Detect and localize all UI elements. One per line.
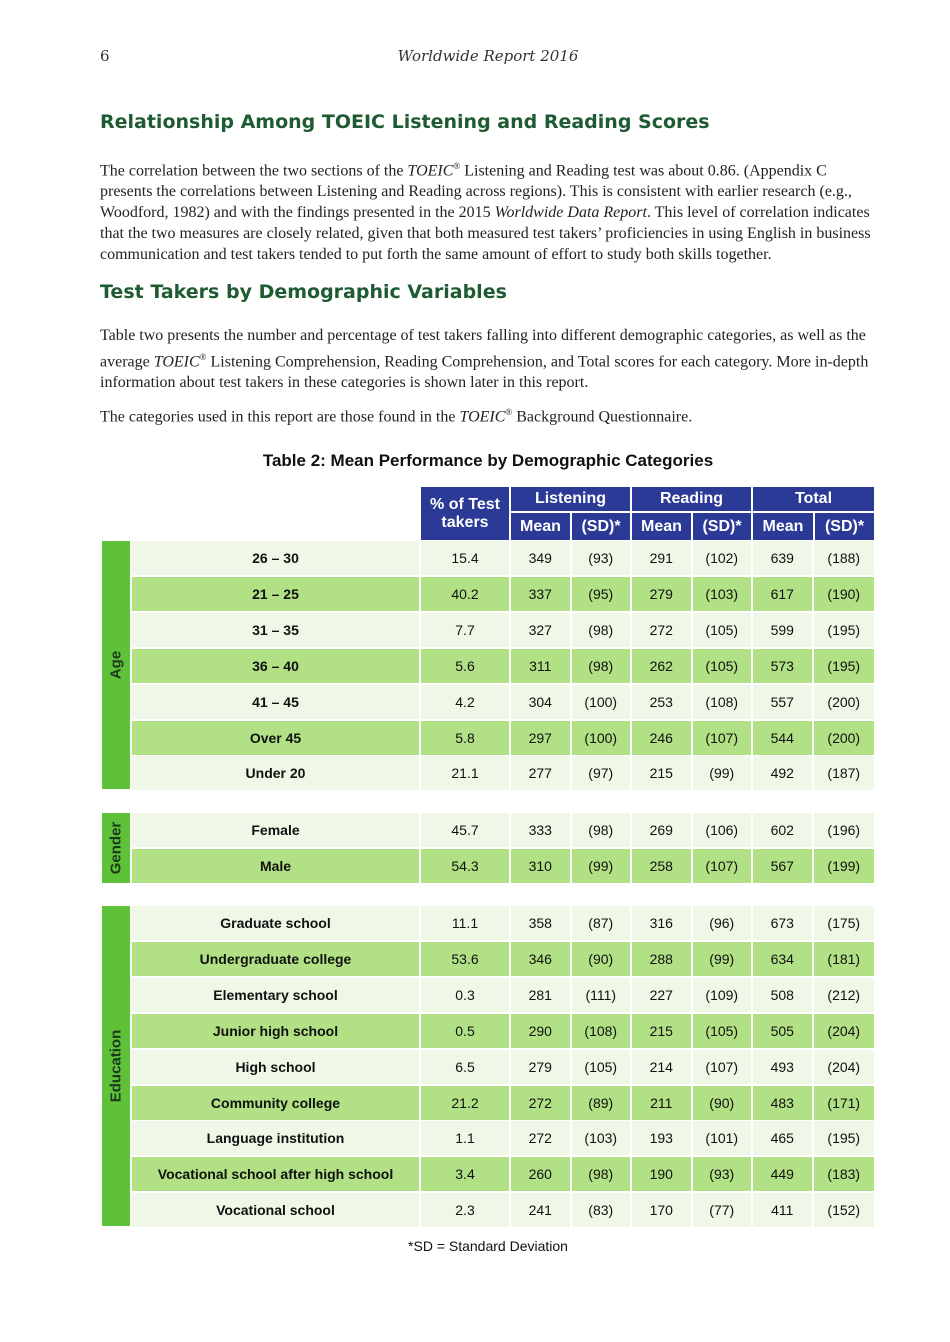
cell-listening-mean: 290	[511, 1014, 572, 1048]
header-total-sd: (SD)*	[815, 513, 874, 540]
cell-total-mean: 508	[753, 978, 814, 1012]
cell-total-mean: 573	[753, 649, 814, 683]
cell-total-sd: (188)	[827, 550, 861, 566]
table-row	[132, 541, 874, 575]
cell-reading-mean: 211	[632, 1086, 693, 1120]
cell-row-label: Graduate school	[132, 906, 421, 940]
cell-pct-takers: 21.2	[421, 1086, 511, 1120]
cell-pct-takers: 2.3	[421, 1193, 511, 1227]
table-row	[132, 577, 874, 611]
cell-listening-mean: 272	[511, 1121, 572, 1155]
cell-reading-sd: (108)	[693, 685, 754, 719]
cell-total-sd: (204)	[827, 1058, 861, 1075]
cell-reading-sd: (90)	[693, 1086, 754, 1120]
cell-total-sd: (152)	[827, 1202, 861, 1219]
cell-total-mean: 673	[753, 906, 814, 940]
cell-total-mean: 483	[753, 1086, 814, 1120]
cell-listening-sd: (90)	[572, 942, 633, 976]
cell-listening-mean: 272	[511, 1086, 572, 1120]
cell-row-label: Community college	[132, 1086, 421, 1120]
table-row	[132, 1086, 874, 1120]
table-row	[132, 942, 874, 976]
table-footnote: *SD = Standard Deviation	[408, 1238, 568, 1254]
cell-listening-mean: 349	[511, 541, 572, 575]
cell-row-label: 41 – 45	[132, 685, 421, 719]
cell-pct-takers: 45.7	[421, 813, 511, 847]
cell-reading-mean: 170	[632, 1193, 693, 1227]
cell-reading-sd: (105)	[693, 1014, 754, 1048]
cell-pct-takers: 6.5	[421, 1050, 511, 1084]
cell-total-mean: 492	[753, 756, 814, 790]
cell-reading-sd: (107)	[693, 849, 754, 883]
cell-reading-mean: 214	[632, 1050, 693, 1084]
cell-row-label: Language institution	[132, 1121, 421, 1155]
table-row	[132, 849, 874, 883]
table-row	[132, 1050, 874, 1084]
demographics-paragraph: Table two presents the number and percentage of test takers falling into different demographic categories, as well as the average TOEIC® Listening Comprehension, Reading Comprehension, and Total scores for each category. More in-depth information about test takers in these categories is shown later in this report.	[100, 327, 869, 391]
cell-reading-sd: (96)	[693, 906, 754, 940]
cell-total-sd: (200)	[827, 693, 861, 710]
cell-total-sd: (195)	[827, 621, 861, 638]
cell-reading-mean: 246	[632, 721, 693, 755]
header-total: Total	[753, 487, 874, 511]
cell-listening-sd: (98)	[572, 1157, 633, 1191]
cell-total-mean: 567	[753, 849, 814, 883]
header-pct-takers: % of Test takers	[421, 487, 509, 540]
cell-listening-sd: (105)	[572, 1050, 633, 1084]
table-row	[132, 649, 874, 683]
cell-reading-mean: 193	[632, 1121, 693, 1155]
table-row	[132, 1193, 874, 1227]
cell-reading-mean: 288	[632, 942, 693, 976]
cell-row-label: Female	[132, 813, 421, 847]
cell-row-label: 31 – 35	[132, 613, 421, 647]
cell-row-label: 21 – 25	[132, 577, 421, 611]
cell-listening-mean: 327	[511, 613, 572, 647]
cell-listening-mean: 310	[511, 849, 572, 883]
cell-listening-sd: (98)	[572, 813, 633, 847]
section-heading-correlation: Relationship Among TOEIC Listening and Reading Scores	[100, 111, 710, 133]
cell-total-mean: 411	[753, 1193, 814, 1227]
cell-listening-mean: 346	[511, 942, 572, 976]
section-heading-demographics: Test Takers by Demographic Variables	[100, 281, 507, 303]
cell-reading-sd: (106)	[693, 813, 754, 847]
table-row	[132, 685, 874, 719]
cell-reading-mean: 215	[632, 1014, 693, 1048]
cell-reading-sd: (102)	[693, 541, 754, 575]
cell-reading-sd: (99)	[693, 756, 754, 790]
cell-row-label: Vocational school after high school	[132, 1157, 421, 1191]
cell-pct-takers: 5.6	[421, 649, 511, 683]
cell-total-sd: (195)	[827, 1130, 861, 1147]
cell-listening-sd: (83)	[572, 1193, 633, 1227]
cell-total-mean: 557	[753, 685, 814, 719]
cell-row-label: Over 45	[132, 721, 421, 755]
cell-row-label: Junior high school	[132, 1014, 421, 1048]
cell-pct-takers: 53.6	[421, 942, 511, 976]
cell-listening-sd: (100)	[572, 685, 633, 719]
cell-pct-takers: 54.3	[421, 849, 511, 883]
cell-listening-mean: 281	[511, 978, 572, 1012]
cell-total-sd: (171)	[827, 1094, 861, 1111]
cell-reading-mean: 227	[632, 978, 693, 1012]
header-listening: Listening	[511, 487, 630, 511]
table-caption: Table 2: Mean Performance by Demographic Categories	[262, 451, 714, 470]
cell-total-sd: (175)	[827, 915, 861, 931]
cell-pct-takers: 0.5	[421, 1014, 511, 1048]
cell-row-label: 26 – 30	[132, 541, 421, 575]
table-row	[132, 613, 874, 647]
cell-pct-takers: 15.4	[421, 541, 511, 575]
cell-total-mean: 505	[753, 1014, 814, 1048]
table-row	[132, 1121, 874, 1155]
header-listening-mean: Mean	[511, 513, 570, 540]
cell-listening-sd: (98)	[572, 613, 633, 647]
cell-total-sd: (200)	[827, 729, 861, 746]
cell-listening-sd: (99)	[572, 849, 633, 883]
cell-listening-sd: (89)	[572, 1086, 633, 1120]
cell-reading-mean: 291	[632, 541, 693, 575]
cell-reading-mean: 316	[632, 906, 693, 940]
cell-pct-takers: 0.3	[421, 978, 511, 1012]
cell-total-sd: (183)	[827, 1166, 861, 1183]
cell-listening-mean: 358	[511, 906, 572, 940]
cell-listening-sd: (97)	[572, 756, 633, 790]
header-listening-sd: (SD)*	[572, 513, 630, 540]
cell-total-sd: (187)	[827, 765, 861, 782]
cell-reading-sd: (107)	[693, 1050, 754, 1084]
table-row	[132, 1014, 874, 1048]
cell-listening-sd: (93)	[572, 541, 633, 575]
cell-row-label: High school	[132, 1050, 421, 1084]
cell-reading-sd: (101)	[693, 1121, 754, 1155]
cell-pct-takers: 5.8	[421, 721, 511, 755]
cell-listening-sd: (87)	[572, 906, 633, 940]
table-row	[132, 1157, 874, 1191]
cell-listening-mean: 311	[511, 649, 572, 683]
cell-total-mean: 544	[753, 721, 814, 755]
header-reading: Reading	[632, 487, 751, 511]
cell-row-label: Vocational school	[132, 1193, 421, 1227]
cell-total-mean: 639	[753, 541, 814, 575]
cell-reading-sd: (99)	[693, 942, 754, 976]
cell-pct-takers: 11.1	[421, 906, 511, 940]
cell-total-mean: 634	[753, 942, 814, 976]
cell-row-label: Under 20	[132, 756, 421, 790]
cell-pct-takers: 21.1	[421, 756, 511, 790]
table-row	[132, 721, 874, 755]
cell-total-sd: (204)	[827, 1022, 861, 1039]
cell-listening-sd: (103)	[572, 1121, 633, 1155]
running-title: Worldwide Report 2016	[397, 47, 579, 65]
page-number: 6	[100, 47, 110, 65]
cell-reading-mean: 262	[632, 649, 693, 683]
cell-listening-mean: 279	[511, 1050, 572, 1084]
questionnaire-paragraph: The categories used in this report are those found in the TOEIC® Background Questionnaire.	[100, 407, 693, 426]
header-total-mean: Mean	[753, 513, 813, 540]
cell-total-sd: (212)	[827, 986, 861, 1003]
cell-reading-sd: (107)	[693, 721, 754, 755]
cell-reading-sd: (77)	[693, 1193, 754, 1227]
cell-total-mean: 465	[753, 1121, 814, 1155]
cell-reading-mean: 258	[632, 849, 693, 883]
cell-reading-sd: (93)	[693, 1157, 754, 1191]
cell-listening-mean: 297	[511, 721, 572, 755]
cell-total-sd: (181)	[827, 950, 861, 967]
header-reading-sd: (SD)*	[693, 513, 751, 540]
cell-pct-takers: 40.2	[421, 577, 511, 611]
cell-total-mean: 617	[753, 577, 814, 611]
cell-total-mean: 449	[753, 1157, 814, 1191]
cell-pct-takers: 7.7	[421, 613, 511, 647]
cell-listening-sd: (108)	[572, 1014, 633, 1048]
cell-listening-sd: (98)	[572, 649, 633, 683]
cell-total-sd: (195)	[827, 657, 861, 674]
cell-listening-mean: 304	[511, 685, 572, 719]
cell-row-label: Elementary school	[132, 978, 421, 1012]
cell-total-sd: (199)	[827, 857, 861, 874]
cell-reading-sd: (103)	[693, 577, 754, 611]
cell-row-label: 36 – 40	[132, 649, 421, 683]
group-label-gender: Gender	[107, 821, 125, 875]
cell-listening-sd: (95)	[572, 577, 633, 611]
cell-row-label: Male	[132, 849, 421, 883]
cell-reading-sd: (109)	[693, 978, 754, 1012]
cell-total-mean: 493	[753, 1050, 814, 1084]
cell-pct-takers: 4.2	[421, 685, 511, 719]
cell-listening-mean: 333	[511, 813, 572, 847]
cell-reading-sd: (105)	[693, 613, 754, 647]
cell-reading-mean: 190	[632, 1157, 693, 1191]
cell-reading-mean: 279	[632, 577, 693, 611]
cell-listening-sd: (111)	[572, 978, 633, 1012]
cell-reading-mean: 253	[632, 685, 693, 719]
cell-reading-mean: 269	[632, 813, 693, 847]
table-row	[132, 756, 874, 790]
cell-reading-mean: 272	[632, 613, 693, 647]
cell-reading-sd: (105)	[693, 649, 754, 683]
cell-listening-mean: 337	[511, 577, 572, 611]
cell-pct-takers: 3.4	[421, 1157, 511, 1191]
cell-listening-mean: 260	[511, 1157, 572, 1191]
table-row	[132, 978, 874, 1012]
cell-listening-mean: 241	[511, 1193, 572, 1227]
cell-reading-mean: 215	[632, 756, 693, 790]
table-row	[132, 906, 874, 940]
cell-total-mean: 602	[753, 813, 814, 847]
header-reading-mean: Mean	[632, 513, 691, 540]
cell-listening-sd: (100)	[572, 721, 633, 755]
cell-total-mean: 599	[753, 613, 814, 647]
cell-total-sd: (190)	[827, 585, 861, 602]
group-label-education: Education	[107, 1029, 125, 1103]
cell-pct-takers: 1.1	[421, 1121, 511, 1155]
correlation-paragraph: The correlation between the two sections of the TOEIC® Listening and Reading test was about 0.86. (Appendix C presents the correlations between Listening and Reading across regions). This is consistent with earlier research (e.g., Woodford, 1982) and with the findings presented in the 2015 Worldwide Data Report. This level of correlation indicates that the two measures are closely related, given that both measured test takers’ proficiencies in using English in business communication and test takers tended to put forth the same amount of effort to study both skills together.	[100, 161, 871, 263]
cell-total-sd: (196)	[827, 822, 861, 838]
cell-row-label: Undergraduate college	[132, 942, 421, 976]
table-row	[132, 813, 874, 847]
cell-listening-mean: 277	[511, 756, 572, 790]
group-label-age: Age	[107, 650, 125, 680]
